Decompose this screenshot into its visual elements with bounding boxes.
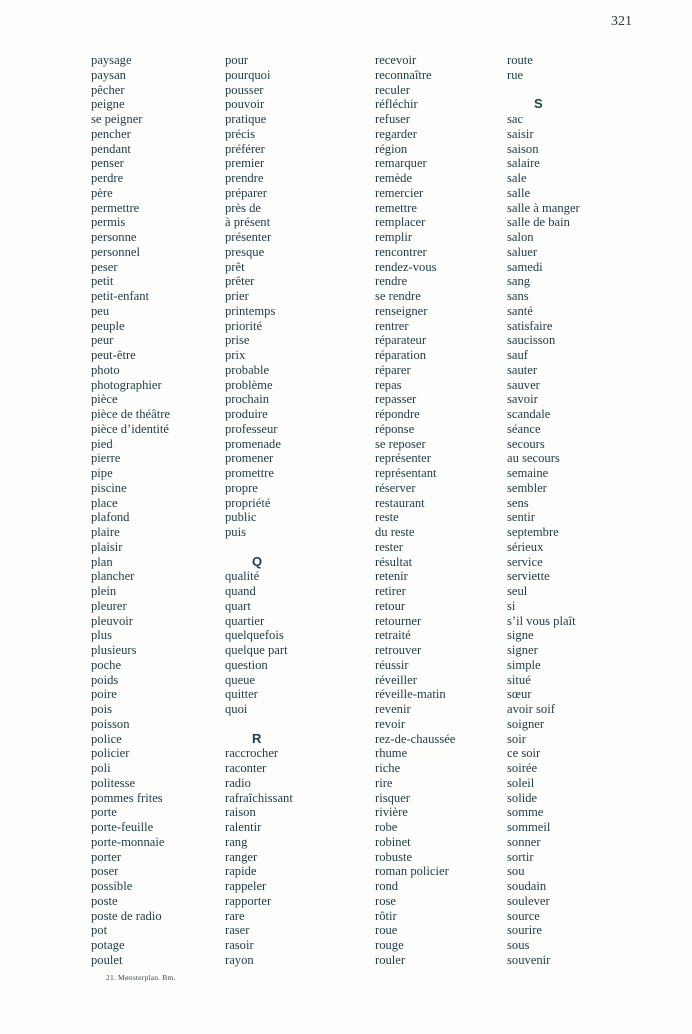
word-entry: paysan [91, 67, 126, 82]
word-entry: reculer [375, 82, 410, 97]
word-entry: rendre [375, 274, 408, 289]
word-entry: se peigner [91, 112, 143, 126]
word-entry: revenir [375, 702, 411, 716]
word-entry: peur [91, 333, 114, 348]
word-entry: préparer [225, 185, 267, 200]
word-entry: reste [375, 510, 399, 525]
word-entry: soleil [507, 775, 535, 790]
word-entry: rhume [375, 746, 408, 761]
word-entry: avoir soif [507, 702, 555, 716]
word-entry: rasoir [225, 938, 254, 952]
word-entry: poli [91, 761, 111, 775]
word-entry: sauter [507, 362, 538, 377]
word-entry: riche [375, 761, 401, 775]
word-entry: repas [375, 377, 402, 392]
word-entry: quelquefois [225, 628, 284, 643]
word-entry: sang [507, 274, 531, 289]
word-entry: paysage [91, 53, 132, 67]
word-entry: remercier [375, 185, 424, 200]
word-entry: pour [225, 53, 249, 67]
word-entry: réserver [375, 480, 416, 495]
word-entry: propre [225, 480, 258, 495]
word-entry: réparation [375, 348, 427, 362]
word-entry: quelque part [225, 643, 288, 657]
word-entry: raccrocher [225, 746, 279, 761]
word-entry: réparateur [375, 333, 427, 348]
letter-heading: R [252, 730, 262, 746]
word-entry: photographier [91, 377, 162, 392]
word-entry: radio [225, 775, 251, 790]
word-entry: problème [225, 377, 273, 392]
word-entry: raconter [225, 761, 267, 775]
word-entry: précis [225, 126, 256, 141]
word-entry: prêter [225, 274, 255, 289]
word-entry: si [507, 598, 516, 613]
word-entry: plaire [91, 525, 120, 539]
word-entry: ralentir [225, 820, 262, 834]
word-entry: préférer [225, 141, 265, 156]
word-entry: représentant [375, 466, 437, 480]
word-column-3 [375, 53, 455, 968]
word-entry: solide [507, 790, 538, 805]
word-entry: souvenir [507, 952, 551, 967]
word-entry: retrouver [375, 643, 422, 657]
word-entry: retour [375, 598, 406, 613]
word-entry: prise [225, 333, 250, 348]
word-entry: sœur [507, 687, 532, 702]
word-entry: rue [507, 67, 524, 82]
section-gap [225, 540, 293, 555]
word-entry: serviette [507, 569, 550, 584]
word-entry: sortir [507, 849, 534, 864]
word-entry: somme [507, 805, 544, 820]
word-entry: roue [375, 923, 398, 938]
word-entry: satisfaire [507, 318, 553, 333]
section-gap [225, 717, 293, 732]
word-entry: prix [225, 348, 246, 362]
word-entry: du reste [375, 525, 415, 539]
word-entry: potage [91, 938, 125, 952]
word-entry: plafond [91, 510, 130, 525]
word-entry: au secours [507, 451, 560, 466]
word-entry: poids [91, 672, 119, 687]
word-entry: plaisir [91, 539, 123, 554]
word-entry: à présent [225, 215, 271, 230]
word-entry: signe [507, 628, 534, 643]
word-entry: porte-feuille [91, 820, 154, 834]
word-entry: quart [225, 598, 251, 613]
word-entry: politesse [91, 775, 136, 790]
word-entry: plein [91, 584, 117, 598]
word-entry: personne [91, 230, 137, 244]
word-entry: plusieurs [91, 643, 137, 657]
word-entry: probable [225, 362, 270, 377]
word-entry: rare [225, 908, 245, 923]
word-entry: région [375, 141, 408, 156]
word-entry: soir [507, 731, 526, 746]
word-entry: pêcher [91, 82, 125, 97]
word-entry: pleurer [91, 598, 127, 613]
word-entry: réveille-matin [375, 687, 446, 702]
word-entry: sourire [507, 923, 542, 938]
word-entry: revoir [375, 716, 406, 731]
word-entry: piscine [91, 480, 127, 495]
word-entry: poisson [91, 716, 130, 731]
word-entry: pleuvoir [91, 613, 133, 628]
word-entry: retourner [375, 613, 422, 628]
word-entry: raison [225, 805, 256, 820]
word-entry: robinet [375, 834, 411, 849]
word-entry: poser [91, 864, 119, 879]
word-entry: rappeler [225, 879, 267, 893]
word-entry: sembler [507, 480, 547, 495]
word-entry: soirée [507, 761, 538, 775]
word-entry: personnel [91, 244, 140, 259]
word-entry: seul [507, 584, 528, 598]
word-entry: rivière [375, 805, 408, 820]
word-entry: prêt [225, 259, 245, 274]
word-entry: possible [91, 879, 133, 893]
word-entry: qualité [225, 569, 260, 584]
word-entry: produire [225, 407, 268, 421]
word-entry: pièce d’identité [91, 421, 169, 436]
word-entry: pencher [91, 126, 131, 141]
word-entry: remettre [375, 200, 417, 215]
word-entry: propriété [225, 495, 271, 510]
word-entry: poire [91, 687, 117, 702]
word-entry: raser [225, 923, 250, 938]
word-entry: samedi [507, 259, 543, 274]
word-entry: peu [91, 303, 110, 318]
word-entry: permis [91, 215, 126, 230]
word-column-1 [91, 53, 170, 968]
footer-note: 21. Mønsterplan. Bm. [106, 973, 176, 982]
word-entry: repasser [375, 392, 417, 407]
word-entry: rentrer [375, 318, 409, 333]
word-entry: peut-être [91, 348, 136, 362]
word-entry: père [91, 185, 113, 200]
word-entry: police [91, 731, 122, 746]
word-entry: réparer [375, 362, 411, 377]
letter-heading: S [534, 96, 543, 112]
word-entry: rester [375, 539, 403, 554]
word-entry: pièce [91, 392, 118, 407]
word-entry: retirer [375, 584, 406, 598]
word-entry: sérieux [507, 539, 544, 554]
word-column-2 [225, 53, 293, 968]
word-entry: sentir [507, 510, 535, 525]
word-entry: pot [91, 923, 108, 938]
word-entry: service [507, 554, 543, 569]
word-entry: promener [225, 451, 274, 466]
word-entry: représenter [375, 451, 431, 466]
word-entry: se reposer [375, 436, 426, 451]
word-entry: pipe [91, 466, 113, 480]
word-entry: quitter [225, 687, 258, 702]
word-entry: sac [507, 112, 524, 126]
word-entry: salle de bain [507, 215, 570, 230]
word-entry: rapide [225, 864, 257, 879]
word-entry: santé [507, 303, 533, 318]
word-entry: petit-enfant [91, 289, 150, 303]
word-entry: poulet [91, 952, 123, 967]
word-entry: renseigner [375, 303, 428, 318]
word-entry: porte [91, 805, 117, 820]
word-entry: séance [507, 421, 541, 436]
word-entry: porte-monnaie [91, 834, 165, 849]
word-entry: quartier [225, 613, 265, 628]
word-entry: salon [507, 230, 534, 244]
word-entry: prier [225, 289, 249, 303]
word-entry: retenir [375, 569, 408, 584]
word-entry: robuste [375, 849, 413, 864]
word-entry: présenter [225, 230, 272, 244]
word-entry: place [91, 495, 118, 510]
word-entry: réponse [375, 421, 415, 436]
word-entry: poche [91, 657, 122, 672]
word-entry: pousser [225, 82, 264, 97]
word-entry: s’il vous plaît [507, 613, 576, 628]
word-entry: saison [507, 141, 539, 156]
word-entry: recevoir [375, 53, 417, 67]
word-entry: policier [91, 746, 130, 761]
word-entry: sans [507, 289, 529, 303]
word-entry: sommeil [507, 820, 551, 834]
word-entry: penser [91, 156, 124, 171]
word-entry: remarquer [375, 156, 427, 171]
word-entry: rayon [225, 952, 254, 967]
word-entry: réveiller [375, 672, 417, 687]
word-entry: regarder [375, 126, 417, 141]
word-entry: puis [225, 525, 246, 539]
word-entry: queue [225, 672, 256, 687]
word-entry: quand [225, 584, 256, 598]
word-entry: salle [507, 185, 531, 200]
word-entry: signer [507, 643, 538, 657]
word-entry: professeur [225, 421, 278, 436]
word-entry: public [225, 510, 257, 525]
word-entry: peser [91, 259, 118, 274]
word-entry: rire [375, 775, 393, 790]
word-entry: secours [507, 436, 545, 451]
word-entry: reconnaître [375, 67, 432, 82]
word-entry: sauf [507, 348, 528, 362]
word-entry: réussir [375, 657, 409, 672]
word-entry: rencontrer [375, 244, 427, 259]
word-entry: pierre [91, 451, 121, 466]
word-entry: plan [91, 554, 113, 569]
word-entry: plancher [91, 569, 135, 584]
word-entry: salle à manger [507, 200, 580, 215]
word-entry: restaurant [375, 495, 425, 510]
section-gap [507, 83, 580, 98]
word-entry: rond [375, 879, 399, 893]
word-entry: pratique [225, 112, 267, 126]
word-entry: permettre [91, 200, 140, 215]
word-entry: remède [375, 171, 413, 185]
word-entry: soulever [507, 893, 550, 908]
word-entry: pied [91, 436, 113, 451]
word-entry: poste [91, 893, 118, 908]
word-entry: roman policier [375, 864, 449, 879]
word-entry: semaine [507, 466, 549, 480]
word-entry: se rendre [375, 289, 421, 303]
word-entry: résultat [375, 554, 413, 569]
word-entry: répondre [375, 407, 420, 421]
word-entry: robe [375, 820, 398, 834]
word-entry: pois [91, 702, 112, 716]
word-entry: sonner [507, 834, 541, 849]
word-entry: rapporter [225, 893, 272, 908]
word-entry: sauver [507, 377, 540, 392]
word-entry: photo [91, 362, 120, 377]
word-entry: rendez-vous [375, 259, 437, 274]
word-entry: remplacer [375, 215, 426, 230]
word-entry: sale [507, 171, 527, 185]
word-entry: rouge [375, 938, 404, 952]
word-entry: retraité [375, 628, 411, 643]
word-entry: petit [91, 274, 114, 289]
word-entry: rafraîchissant [225, 790, 293, 805]
word-entry: saluer [507, 244, 538, 259]
word-entry: rose [375, 893, 396, 908]
word-entry: source [507, 908, 540, 923]
word-entry: printemps [225, 303, 276, 318]
word-entry: refuser [375, 112, 410, 126]
word-entry: scandale [507, 407, 551, 421]
word-entry: simple [507, 657, 541, 672]
word-entry: sou [507, 864, 525, 879]
page-number: 321 [611, 14, 632, 29]
word-entry: soudain [507, 879, 547, 893]
word-entry: peuple [91, 318, 125, 333]
word-entry: rang [225, 834, 248, 849]
word-entry: porter [91, 849, 122, 864]
word-entry: priorité [225, 318, 263, 333]
word-entry: promenade [225, 436, 281, 451]
word-entry: prendre [225, 171, 264, 185]
word-entry: sous [507, 938, 530, 952]
word-entry: pendant [91, 141, 131, 156]
word-entry: savoir [507, 392, 538, 407]
word-entry: ranger [225, 849, 258, 864]
word-entry: réfléchir [375, 97, 418, 112]
word-entry: saucisson [507, 333, 556, 348]
word-entry: septembre [507, 525, 559, 539]
word-entry: promettre [225, 466, 274, 480]
word-entry: sens [507, 495, 529, 510]
word-entry: plus [91, 628, 112, 643]
word-entry: premier [225, 156, 265, 171]
word-entry: poste de radio [91, 908, 162, 923]
word-entry: saisir [507, 126, 534, 141]
word-entry: ce soir [507, 746, 541, 761]
word-entry: rez-de-chaussée [375, 731, 456, 746]
word-entry: route [507, 53, 533, 67]
letter-heading: Q [252, 553, 263, 569]
word-entry: pièce de théâtre [91, 407, 171, 421]
word-entry: remplir [375, 230, 413, 244]
word-entry: pommes frites [91, 790, 163, 805]
word-column-4 [507, 53, 580, 968]
word-entry: question [225, 657, 268, 672]
word-entry: prochain [225, 392, 270, 407]
word-entry: pouvoir [225, 97, 265, 112]
word-entry: salaire [507, 156, 540, 171]
word-entry: situé [507, 672, 531, 687]
word-entry: rôtir [375, 908, 397, 923]
word-entry: soigner [507, 716, 545, 731]
word-entry: perdre [91, 171, 124, 185]
word-entry: quoi [225, 702, 248, 716]
word-entry: risquer [375, 790, 410, 805]
word-entry: presque [225, 244, 265, 259]
word-entry: peigne [91, 97, 125, 112]
word-entry: près de [225, 200, 262, 215]
word-entry: pourquoi [225, 67, 271, 82]
word-entry: rouler [375, 952, 406, 967]
